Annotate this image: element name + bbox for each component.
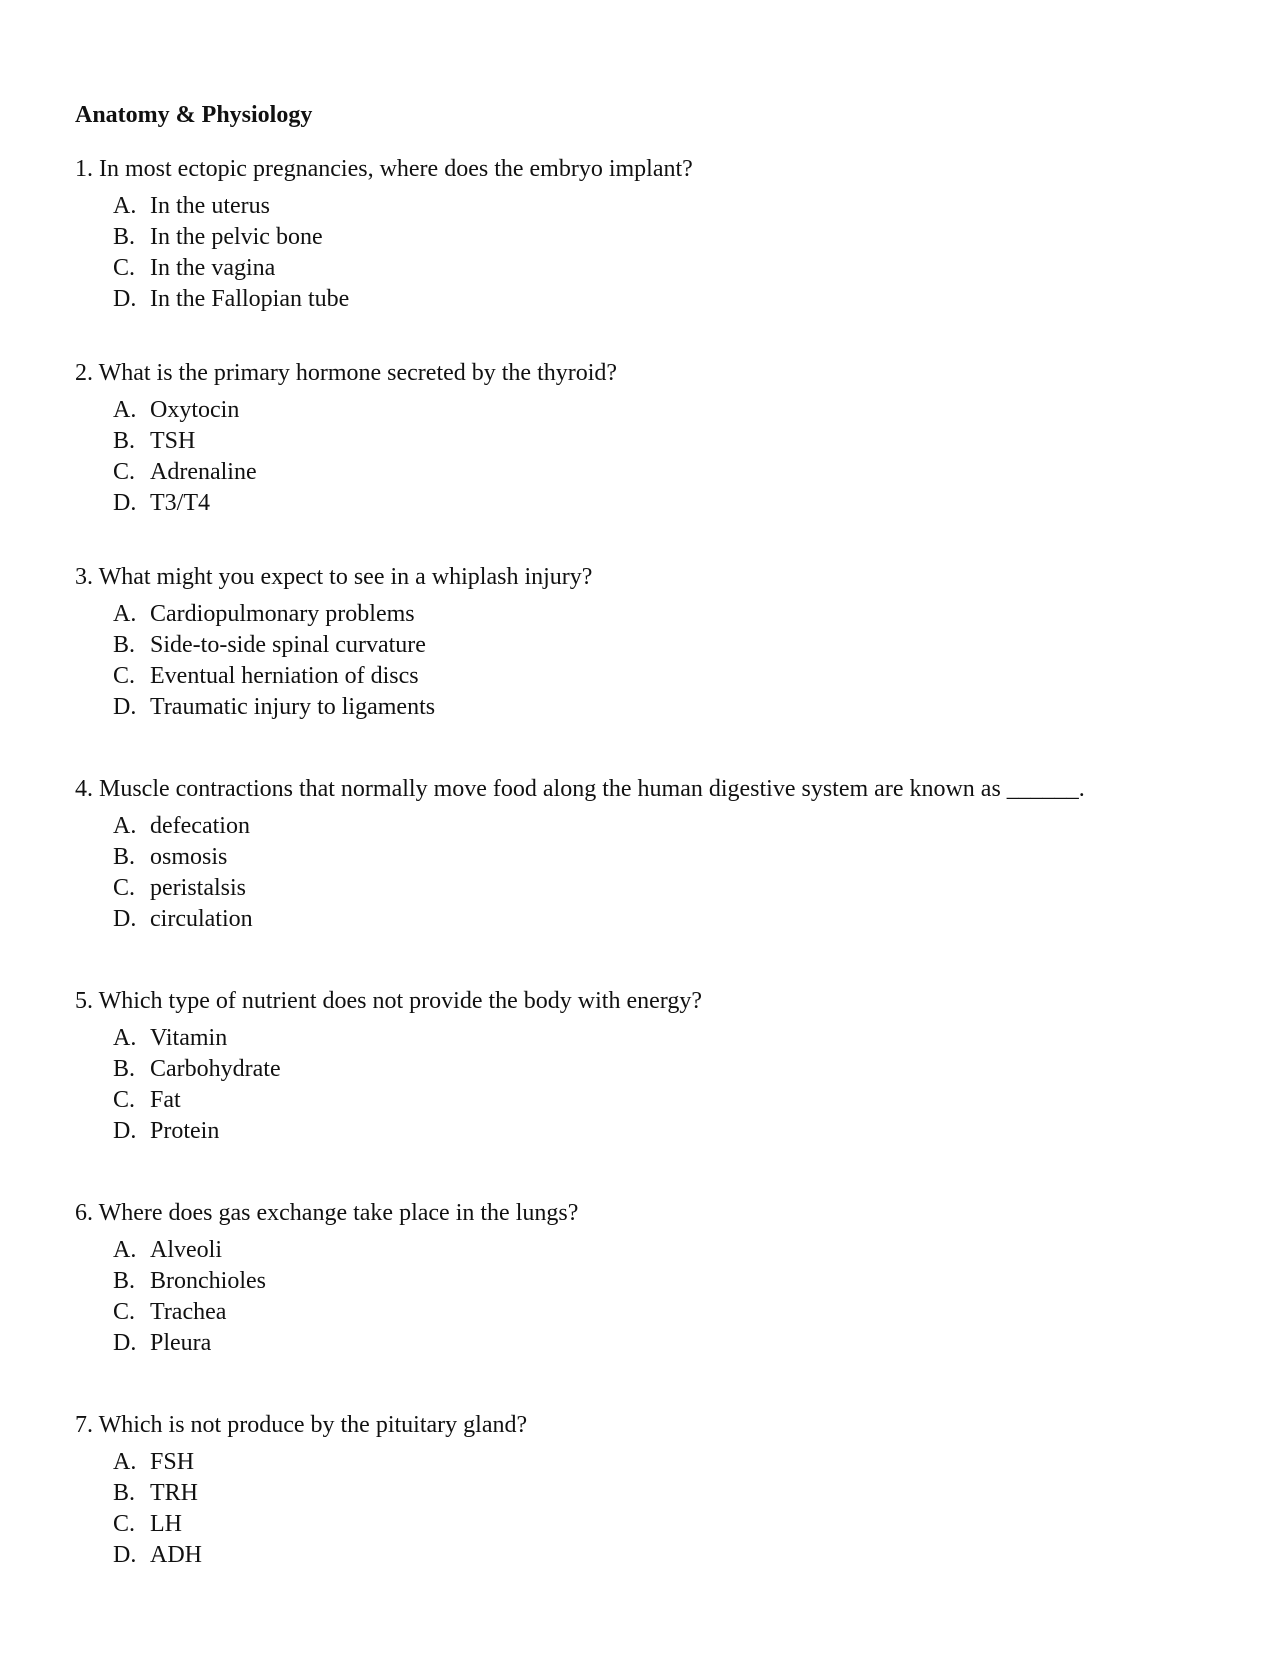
option-c (113, 457, 1225, 488)
option-b (113, 426, 1225, 457)
option-b (113, 1478, 1225, 1509)
option-letter: A. (113, 397, 137, 423)
option-a (113, 811, 1225, 842)
option-d (113, 904, 1225, 935)
option-d (113, 488, 1225, 519)
option-letter: A. (113, 1237, 137, 1263)
option-text: In the uterus (150, 193, 270, 219)
option-text: Traumatic injury to ligaments (150, 694, 436, 720)
question-text: 1. In most ectopic pregnancies, where does the embryo implant? (75, 156, 693, 182)
option-a (113, 599, 1225, 630)
option-a (113, 1235, 1225, 1266)
option-text: circulation (150, 906, 253, 932)
option-text: Oxytocin (150, 397, 240, 423)
option-a (113, 191, 1225, 222)
option-d (113, 692, 1225, 723)
option-a (113, 1447, 1225, 1478)
option-d (113, 1328, 1225, 1359)
option-a (113, 395, 1225, 426)
question-5 (75, 986, 1225, 1147)
option-text: In the Fallopian tube (150, 286, 350, 312)
option-letter: D. (113, 694, 137, 720)
option-text: Pleura (150, 1330, 212, 1356)
option-c (113, 253, 1225, 284)
option-c (113, 873, 1225, 904)
option-c (113, 1509, 1225, 1540)
option-text: Side-to-side spinal curvature (150, 632, 426, 658)
option-letter: B. (113, 1480, 136, 1506)
option-b (113, 842, 1225, 873)
option-b (113, 222, 1225, 253)
question-text: 3. What might you expect to see in a whiplash injury? (75, 564, 593, 590)
option-letter: B. (113, 632, 136, 658)
option-text: In the vagina (150, 255, 276, 281)
option-letter: A. (113, 1025, 137, 1051)
option-letter: D. (113, 490, 137, 516)
question-2 (75, 358, 1225, 519)
question-1 (75, 154, 1225, 315)
option-letter: C. (113, 663, 136, 689)
question-text: 7. Which is not produce by the pituitary gland? (75, 1412, 528, 1438)
option-b (113, 1266, 1225, 1297)
option-letter: C. (113, 1087, 136, 1113)
option-letter: D. (113, 286, 137, 312)
option-b (113, 630, 1225, 661)
option-c (113, 1297, 1225, 1328)
option-letter: B. (113, 1056, 136, 1082)
option-list (75, 811, 1225, 935)
option-text: defecation (150, 813, 250, 839)
option-text: LH (150, 1511, 182, 1537)
option-letter: C. (113, 1299, 136, 1325)
option-list (75, 1447, 1225, 1571)
option-text: Fat (150, 1087, 181, 1113)
option-letter: A. (113, 193, 137, 219)
option-text: Eventual herniation of discs (150, 663, 419, 689)
option-letter: B. (113, 1268, 136, 1294)
option-d (113, 1116, 1225, 1147)
option-text: Trachea (150, 1299, 227, 1325)
option-a (113, 1023, 1225, 1054)
option-list (75, 1235, 1225, 1359)
option-c (113, 1085, 1225, 1116)
option-d (113, 1540, 1225, 1571)
option-text: In the pelvic bone (150, 224, 323, 250)
option-letter: D. (113, 1330, 137, 1356)
option-list (75, 191, 1225, 315)
option-text: Bronchioles (150, 1268, 266, 1294)
option-text: ADH (150, 1542, 202, 1568)
option-list (75, 599, 1225, 723)
option-list (75, 395, 1225, 519)
option-c (113, 661, 1225, 692)
option-list (75, 1023, 1225, 1147)
question-text: 6. Where does gas exchange take place in the lungs? (75, 1200, 579, 1226)
option-text: FSH (150, 1449, 195, 1475)
question-6 (75, 1198, 1225, 1359)
option-letter: D. (113, 1118, 137, 1144)
option-letter: B. (113, 428, 136, 454)
option-text: Adrenaline (150, 459, 257, 485)
option-letter: A. (113, 813, 137, 839)
question-3 (75, 562, 1225, 723)
option-b (113, 1054, 1225, 1085)
option-letter: B. (113, 224, 136, 250)
option-text: Cardiopulmonary problems (150, 601, 415, 627)
option-d (113, 284, 1225, 315)
question-text: 2. What is the primary hormone secreted by the thyroid? (75, 360, 618, 386)
option-text: Carbohydrate (150, 1056, 281, 1082)
option-letter: A. (113, 1449, 137, 1475)
option-letter: C. (113, 255, 136, 281)
page-title: Anatomy & Physiology (75, 102, 313, 128)
option-text: T3/T4 (150, 490, 210, 516)
option-text: osmosis (150, 844, 228, 870)
option-text: Protein (150, 1118, 220, 1144)
option-text: Alveoli (150, 1237, 222, 1263)
question-4 (75, 774, 1225, 935)
option-text: TRH (150, 1480, 198, 1506)
option-letter: B. (113, 844, 136, 870)
option-text: peristalsis (150, 875, 246, 901)
question-7 (75, 1410, 1225, 1571)
option-text: TSH (150, 428, 196, 454)
option-letter: A. (113, 601, 137, 627)
option-letter: C. (113, 459, 136, 485)
option-letter: D. (113, 906, 137, 932)
question-text: 5. Which type of nutrient does not provide the body with energy? (75, 988, 702, 1014)
option-letter: C. (113, 1511, 136, 1537)
question-text: 4. Muscle contractions that normally move food along the human digestive system are known as ______. (75, 776, 1085, 802)
option-letter: C. (113, 875, 136, 901)
option-letter: D. (113, 1542, 137, 1568)
option-text: Vitamin (150, 1025, 228, 1051)
